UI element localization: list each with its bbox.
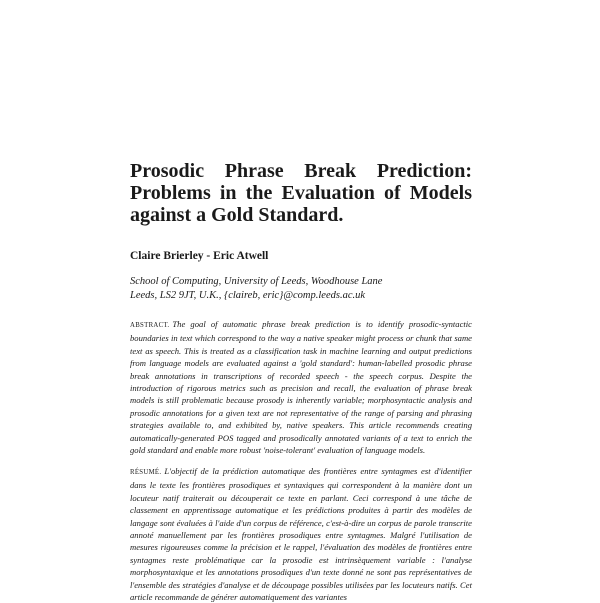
abstract-text: The goal of automatic phrase break prediction is to identify prosodic-syntactic boundaries in text which correspond to the way a native speaker might process or chunk that same text as speech. This is treated as a classification task in machine learning and output predictions from language models are evaluated against a 'gold standard': human-labelled prosodic phrase break annotations in transcriptions of recorded speech - the speech corpus. Despite the introduction of rigorous metrics such as precision and recall, the evaluation of phrase break models is still problematic because prosody is inherently variable; morphosyntactic analysis and prosodic annotations for a given text are not representative of the range of parsing and phrasing strategies available to, and exhibited by, native speakers. This article recommends creating automatically-generated POS tagged and prosodically annotated variants of a text to enrich the gold standard and enable more robust 'noise-tolerant' evaluation of language models. xyxy=(130,319,472,456)
resume-text: L'objectif de la prédiction automatique des frontières entre syntagmes est d'identifier dans le texte les frontières prosodiques et syntaxiques qui correspondent à la manière dont un locuteur natif traiterait ou découperait ce texte en parlant. Ceci correspond à une tâche de classement en apprentissage automatique et les prédictions produites à partir des modèles de langage sont évaluées à l'aide d'un corpus de référence, c'est-à-dire un corpus de parole transcrite annoté manuellement par les frontières prosodiques entre syntagmes. Malgré l'utilisation de mesures rigoureuses comme la précision et le rappel, l'évaluation des modèles de frontières entre syntagmes reste problématique car la prosodie est intrinsèquement variable : l'analyse morphosyntaxique et les annotations prosodiques d'un texte donné ne sont pas représentatives de l'ensemble des stratégies d'analyse et de découpage possibles utilisées par les locuteurs natifs. Cet article recommande de générer automatiquement des variantes xyxy=(130,466,472,603)
affiliation xyxy=(130,275,472,303)
abstract-label: ABSTRACT. xyxy=(130,322,170,329)
resume xyxy=(130,465,472,603)
title-line-1: Prosodic Phrase Break Prediction: xyxy=(130,160,472,182)
title-line-3: against a Gold Standard. xyxy=(130,204,344,226)
title-line-2: Problems in the Evaluation of Models xyxy=(130,182,472,204)
paper-title xyxy=(130,160,472,226)
resume-label: RÉSUMÉ. xyxy=(130,469,162,476)
authors: Claire Brierley - Eric Atwell xyxy=(130,250,269,262)
abstract xyxy=(130,318,472,456)
affiliation-line-1: School of Computing, University of Leeds, Woodhouse Lane xyxy=(130,276,383,287)
affiliation-line-2: Leeds, LS2 9JT, U.K., {claireb, eric}@comp.leeds.ac.uk xyxy=(130,290,366,301)
